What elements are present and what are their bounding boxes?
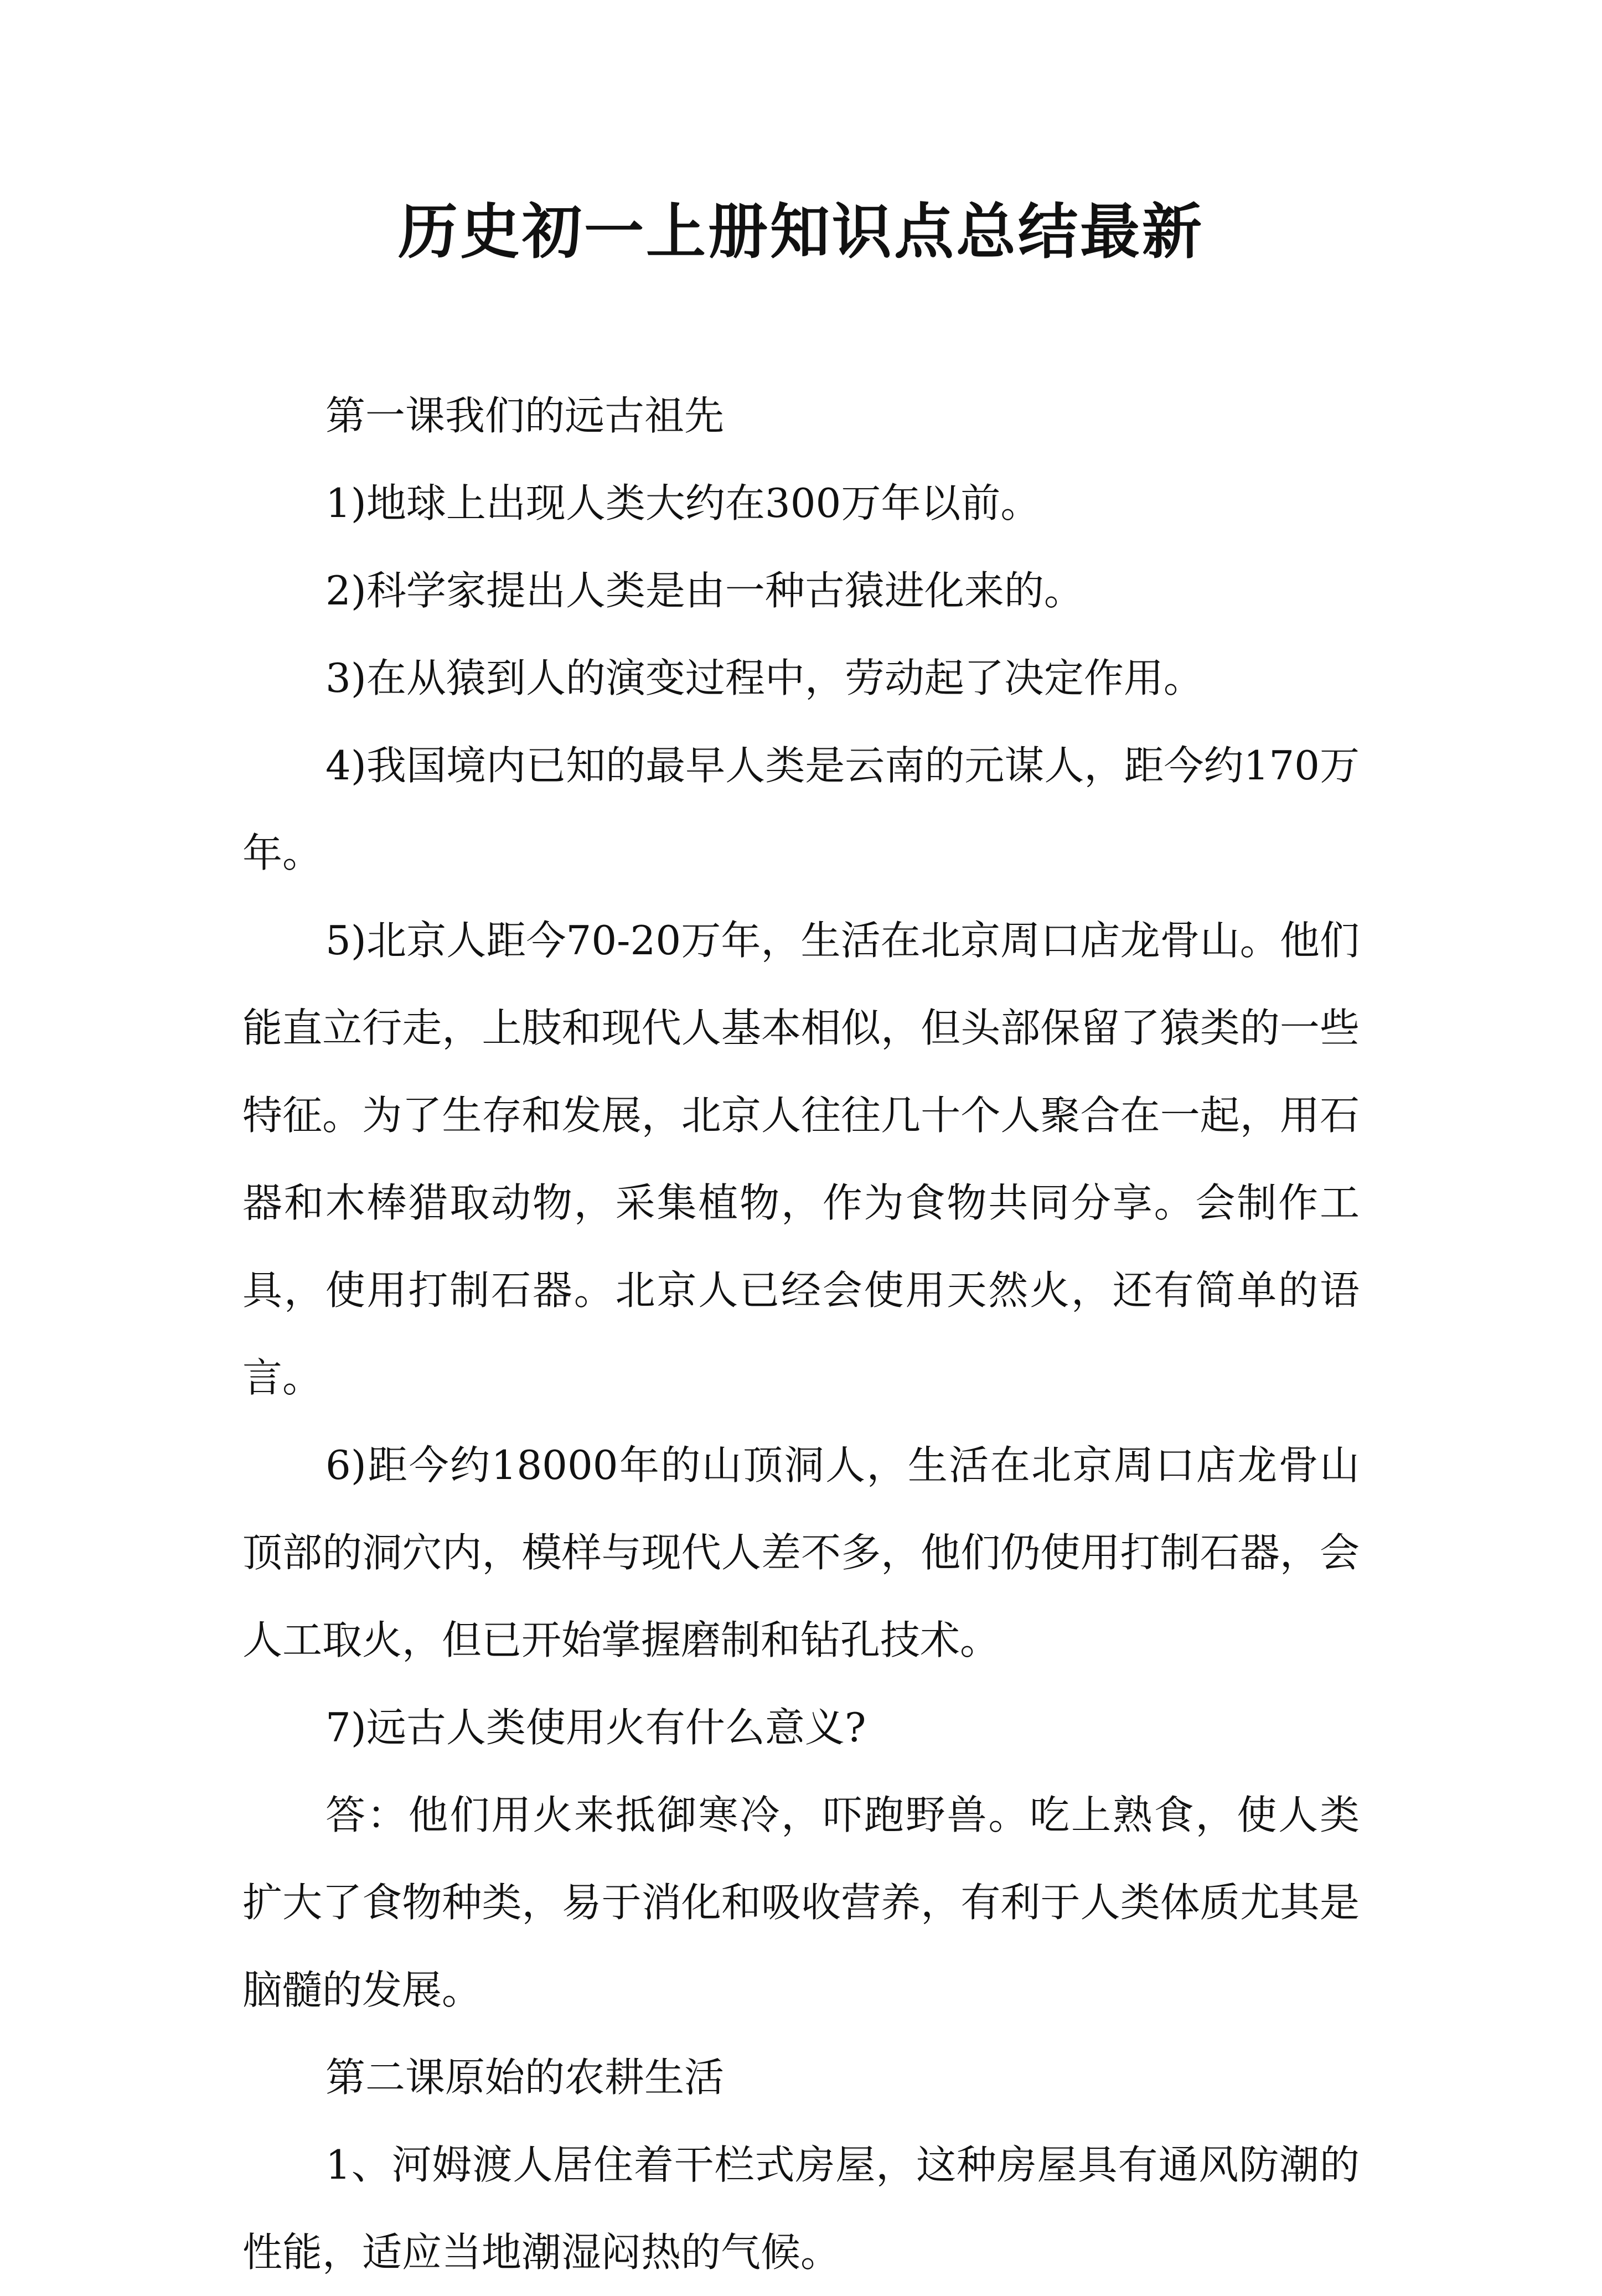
paragraph: 5)北京人距今70-20万年，生活在北京周口店龙骨山。他们能直立行走，上肢和现代人基本相似，但头部保留了猿类的一些特征。为了生存和发展，北京人往往几十个人聚合在一起，用石器和木棒猎取动物，采集植物，作为食物共同分享。会制作工具，使用打制石器。北京人已经会使用天然火，还有简单的语言。 [242, 917, 1360, 1401]
paragraph: 1、河姆渡人居住着干栏式房屋，这种房屋具有通风防潮的性能，适应当地潮湿闷热的气候。 [242, 2142, 1360, 2276]
document-body [242, 372, 1360, 2296]
section-heading-lesson-1: 第一课我们的远古祖先 [325, 392, 725, 439]
paragraph: 6)距今约18000年的山顶洞人，生活在北京周口店龙骨山顶部的洞穴内，模样与现代人差不多，他们仍使用打制石器，会人工取火，但已开始掌握磨制和钻孔技术。 [242, 1442, 1360, 1663]
section-heading-lesson-2: 第二课原始的农耕生活 [325, 2054, 725, 2101]
paragraph: 2)科学家提出人类是由一种古猿进化来的。 [325, 567, 1084, 614]
paragraph: 1)地球上出现人类大约在300万年以前。 [325, 480, 1041, 526]
document-title: 历史初一上册知识点总结最新 [397, 198, 1204, 267]
paragraph: 答：他们用火来抵御寒冷，吓跑野兽。吃上熟食，使人类扩大了食物种类，易于消化和吸收营养，有利于人类体质尤其是脑髓的发展。 [242, 1792, 1360, 2013]
paragraph: 4)我国境内已知的最早人类是云南的元谋人，距今约170万年。 [242, 742, 1360, 876]
paragraph: 7)远古人类使用火有什么意义? [325, 1704, 866, 1751]
paragraph: 3)在从猿到人的演变过程中，劳动起了决定作用。 [325, 655, 1203, 701]
